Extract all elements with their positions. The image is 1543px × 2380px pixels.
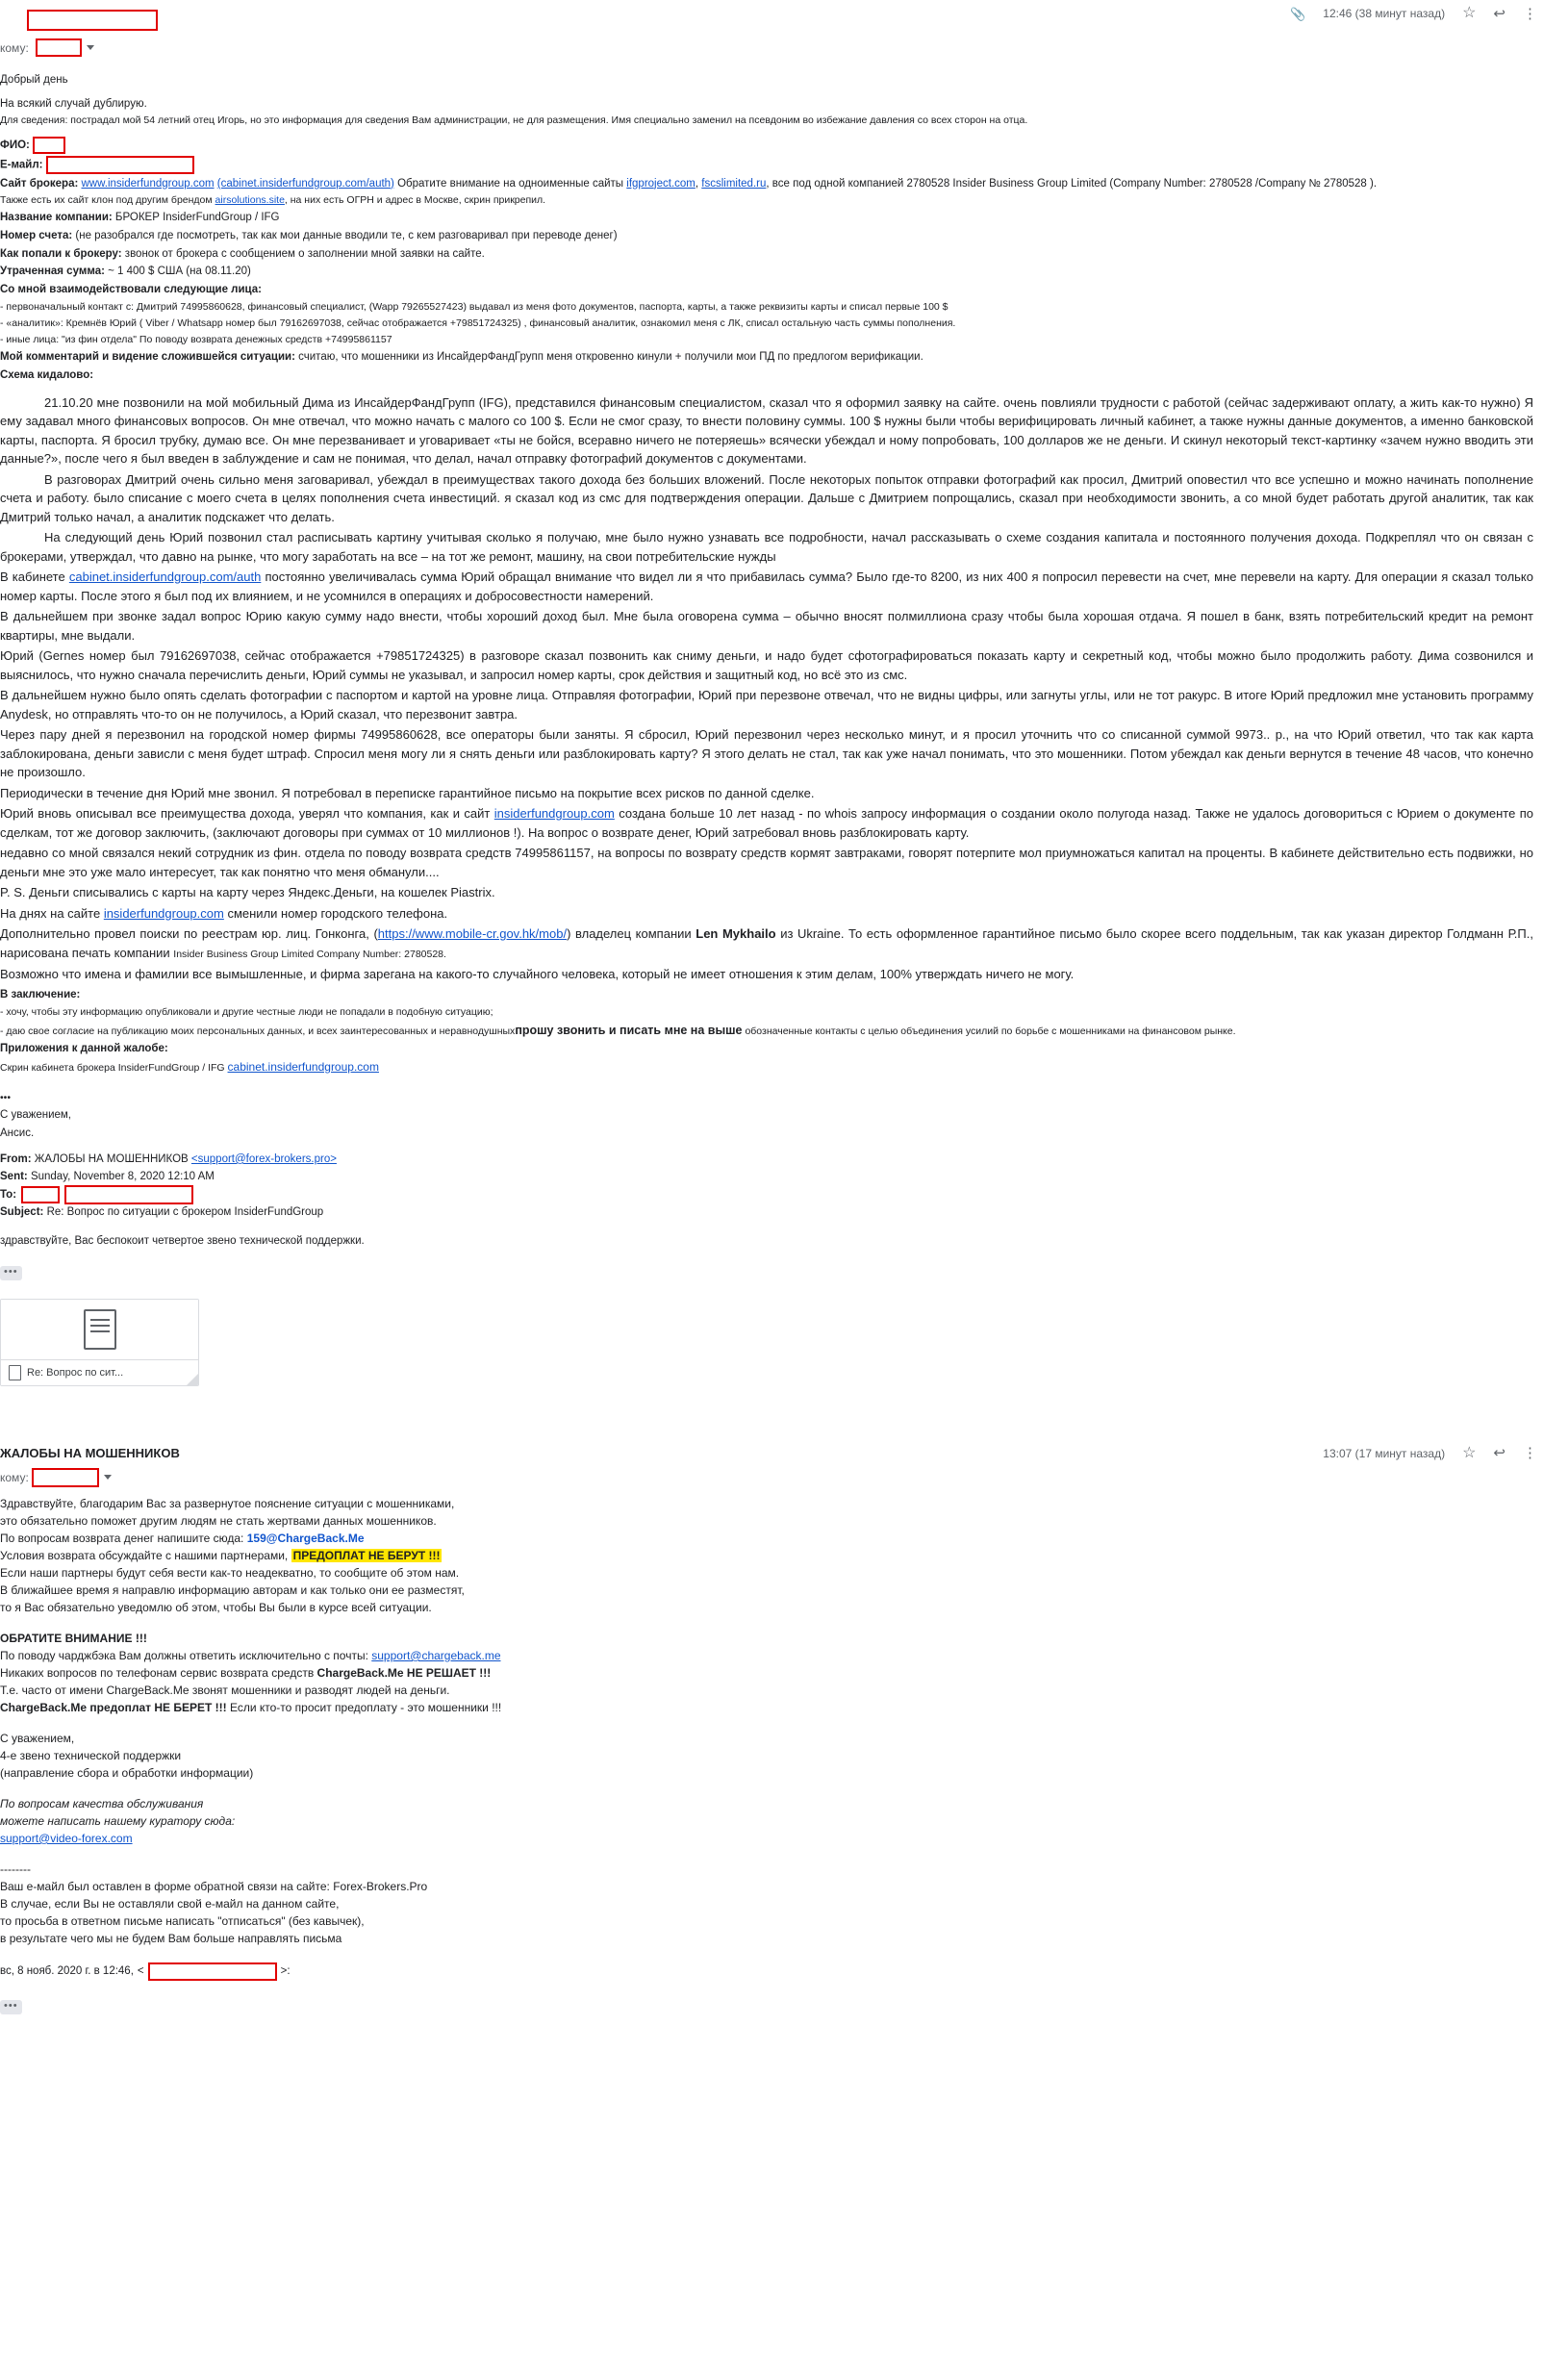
quote-sent-line	[0, 1169, 1543, 1186]
insiderfundgroup-link-1[interactable]: insiderfundgroup.com	[493, 806, 615, 822]
conclusion-item-2	[0, 1022, 1543, 1039]
story-paragraph-3: На следующий день Юрий позвонил стал расписывать картину учитывая сколько я получаю, мне было нужно узнавать все подробности, начал рассказывать о схеме создания капитала и постоянного получения дохода. Подкреплял что он связан с брокерами, утверждал, что давно на рынке, что могу заработать на все – на тот же ремонт, машину, на свои потребительские нужды	[0, 530, 1533, 564]
story-paragraph-11: недавно со мной связался некий сотрудник из фин. отдела по поводу возврата средств 74995861157, на вопросы по возврату средств кормят завтраками, говорят потерпите мол приумножаться капитал на проценты. В кабинете действительно есть подвижки, но деньги мне это уже мало интересует, так как понятно что меня обманули....	[0, 846, 1533, 879]
story-paragraph-9: Периодически в течение дня Юрий мне звонил. Я потребовал в переписке гарантийное письмо на покрытие всех рисков по данной сделке.	[0, 785, 815, 800]
field-opinion: Мой комментарий и видение сложившейся ситуации: считаю, что мошенники из ИнсайдерФандГрупп меня откровенно кинули + получили мои ПД по предлогом верификации.	[0, 351, 923, 364]
reply-icon[interactable]: ↩	[1493, 1445, 1505, 1462]
m2-line-4: В ближайшее время я направлю информацию авторам и как только они ее разместят,	[0, 1582, 465, 1597]
scheme-label: Схема кидалово:	[0, 369, 94, 382]
quote-from-value: ЖАЛОБЫ НА МОШЕННИКОВ	[34, 1152, 189, 1165]
broker-site-tail: , все под одной компанией 2780528 Insider Business Group Limited (Company Number: 2780528 /Company № 2780528 ).	[766, 177, 1378, 190]
message-2-body	[0, 1495, 1543, 1947]
reply-line-redaction	[148, 1962, 277, 1981]
m2-line-3: Если наши партнеры будут себя вести как-то неадекватно, то сообщите об этом нам.	[0, 1565, 460, 1580]
para13-mid: ) владелец компании	[567, 926, 696, 942]
intro-line-1: На всякий случай дублирую.	[0, 97, 147, 110]
ellipsis-marker-2[interactable]	[0, 1264, 1543, 1281]
attachment-footer	[1, 1359, 198, 1385]
m2-quality-1: По вопросам качества обслуживания	[0, 1796, 204, 1810]
story-paragraph-14: Возможно что имена и фамилии все вымышленные, и фирма зарегана на какого-то случайного человека, который не имеет отношения к этим делам, 100% утверждать ничего не могу.	[0, 966, 1075, 981]
m2-refund-pre: По вопросам возврата денег напишите сюда:	[0, 1531, 247, 1545]
para13-small: Insider	[173, 948, 204, 960]
quoted-reply-line: вс, 8 нояб. 2020 г. в 12:46, < >:	[0, 1962, 1543, 1981]
attachment-card[interactable]	[0, 1299, 199, 1386]
quote-from-line	[0, 1152, 1543, 1169]
message-2-recipient-line	[0, 1468, 1543, 1487]
field-company: Название компании: БРОКЕР InsiderFundGroup / IFG	[0, 212, 280, 224]
attention-heading: ОБРАТИТЕ ВНИМАНИЕ !!!	[0, 1631, 147, 1645]
story-paragraph-4: В кабинете cabinet.insiderfundgroup.com/auth постоянно увеличивалась сумма Юрий обращал внимание что видел ли я что прибавилась сумма? Было где-то 8200, из них 400 я попросил перевести на счет, мне перевели на карту. Для операции я сказал только номер карты. После этого я был под их влиянием, и не усомнился в операциях и добросовестности намерений.	[0, 570, 1534, 603]
conclusion-bold: прошу звонить и писать мне на выше	[515, 1023, 743, 1037]
field-how: Как попали к брокеру: звонок от брокера с сообщением о заполнении мной заявки на сайте.	[0, 247, 485, 260]
lost-value: ~ 1 400 $ США (на 08.11.20)	[108, 266, 251, 278]
m2-sign-3: (направление сбора и обработки информации)	[0, 1765, 254, 1780]
quote-to-redaction-2	[64, 1185, 193, 1204]
greeting: Добрый день	[0, 74, 68, 86]
quote-from-email[interactable]: <support@forex-brokers.pro>	[190, 1152, 337, 1165]
person-3: - иные лица: "из фин отдела" По поводу возврата денежных средств +74995861157	[0, 334, 392, 346]
quote-greeting: здравствуйте, Вас беспокоит четвертое звено технической поддержки.	[0, 1235, 365, 1248]
m2-prepay-line	[0, 1699, 1543, 1716]
message-2-actions	[1323, 1446, 1537, 1461]
document-icon-small	[9, 1365, 21, 1380]
message-2-sender: ЖАЛОБЫ НА МОШЕННИКОВ	[0, 1445, 180, 1460]
quote-to-redaction-1	[21, 1186, 60, 1203]
more-options-icon[interactable]: ⋮	[1523, 1445, 1537, 1462]
clone-site-link[interactable]: airsolutions.site	[215, 194, 285, 207]
recipient-redaction	[36, 38, 82, 57]
m2-line-5: то я Вас обязательно уведомлю об этом, чтобы Вы были в курсе всей ситуации.	[0, 1600, 432, 1614]
field-account: Номер счета: (не разобрался где посмотреть, так как мои данные вводили те, с кем разговаривал при переводе денег)	[0, 230, 618, 242]
attachment-name: Re: Вопрос по сит...	[27, 1366, 124, 1379]
reply-icon[interactable]: ↩	[1493, 5, 1505, 22]
story-paragraph-13	[0, 924, 1543, 962]
m2-footer-4: в результате чего мы не будем Вам больше направлять письма	[0, 1931, 342, 1945]
fio-redaction	[33, 137, 65, 154]
conclusion-item-1: - хочу, чтобы эту информацию опубликовали и другие честные люди не попадали в подобную ситуацию;	[0, 1005, 493, 1018]
para13-pre: Дополнительно провел поиски по реестрам юр. лиц. Гонконга, (	[0, 926, 378, 942]
clone-sites-text: Также есть их сайт клон под другим брендом	[0, 194, 213, 207]
m2-footer-2: В случае, если Вы не оставляли свой е-майл на данном сайте,	[0, 1896, 340, 1911]
refund-contact: 159@ChargeBack.Me	[246, 1531, 365, 1545]
story-paragraph-12	[0, 904, 1543, 924]
intro-line-2: Для сведения: пострадал мой 54 летний отец Игорь, но это информация для сведения Вам администрации, не для размещения. Имя специально заменил на псевдоним во избежание давления со всех сторон на отца.	[0, 114, 1028, 127]
reply-line-post: >:	[280, 1965, 291, 1978]
hk-registry-link[interactable]: https://www.mobile-cr.gov.hk/mob/	[377, 926, 568, 942]
m2-divider: --------	[0, 1861, 31, 1876]
story-paragraph-6: Юрий (Gernes номер был 79162697038, сейчас отображается +79851724325) в разговоре сказал позвонить как сниму деньги, и надо будет сфотографироваться показать карту и секретный код, чтобы можно было продолжить работу. Дима созвонился и выяснилось, что нужно сначала перечислить деньги, Юрий суммы не указывал, и запросил номер карты, срок действия и защитный код, но всё это из смс.	[0, 648, 1533, 682]
broker-site-link-2[interactable]: (cabinet.insiderfundgroup.com/auth)	[216, 177, 394, 190]
curator-email[interactable]: support@video-forex.com	[0, 1831, 133, 1845]
quote-sent-label: Sent:	[0, 1170, 28, 1182]
ellipsis-marker-3[interactable]	[0, 1996, 1543, 2014]
quoted-message-header	[0, 1152, 1543, 1281]
m2-noq-bold: ChargeBack.Me НЕ РЕШАЕТ !!!	[316, 1665, 492, 1680]
field-broker-site: Сайт брокера: www.insiderfundgroup.com (cabinet.insiderfundgroup.com/auth) Обратите внимание на одноименные сайты ifgproject.com, fscslimited.ru, все под одной компанией 2780528 Insider Business Group Limited (Company Number: 2780528 /Company № 2780528 ).	[0, 177, 1378, 190]
insiderfundgroup-link-2[interactable]: insiderfundgroup.com	[103, 905, 224, 921]
m2-no-questions-line	[0, 1664, 1543, 1682]
attachment-thumbnail	[1, 1300, 198, 1359]
broker-site-link-4[interactable]: fscslimited.ru	[701, 177, 767, 190]
message-body	[0, 72, 1543, 1142]
story-paragraph-5: В дальнейшем при звонке задал вопрос Юрию какую сумму надо внести, чтобы хороший доход был. Мне была оговорена сумма – обычно вносят полмиллиона сразу чтобы была хорошая отдача. Я пошел в банк, взять потребительский кредит на ремонт квартиры, мне выдали.	[0, 609, 1533, 643]
quote-sent-value: Sunday, November 8, 2020 12:10 AM	[30, 1170, 215, 1182]
para13-mid2: из Ukraine. То есть оформленное гарантийное письмо было скорее всего поддельным, так как указан директор Голдманн Р.П., нарисована печать компании	[0, 926, 1533, 960]
message-header-actions	[1290, 6, 1537, 21]
person-2: - «аналитик»: Кремнёв Юрий ( Viber / Whatsapp номер был 79162697038, сейчас отображается +79851724325) , финансовый аналитик, ознакомил меня с ЛК, списал остальную часть суммы пополнения.	[0, 317, 956, 330]
m2-terms-pre: Условия возврата обсуждайте с нашими партнерами,	[0, 1548, 291, 1562]
star-icon[interactable]: ☆	[1462, 5, 1477, 21]
to-label: кому:	[0, 40, 29, 55]
clone-sites-tail: , на них есть ОГРН и адрес в Москве, скрин прикрепил.	[284, 194, 546, 207]
quote-subject-line	[0, 1204, 1543, 1222]
broker-site-link-3[interactable]: ifgproject.com	[626, 177, 696, 190]
quote-to-label: To:	[0, 1188, 17, 1201]
attachments-text	[0, 1059, 1543, 1076]
account-value: (не разобрался где посмотреть, так как мои данные вводили те, с кем разговаривал при переводе денег)	[75, 230, 618, 242]
sender-name-redaction	[27, 10, 158, 31]
para13-tail: Business Group Limited Company Number: 2780528.	[203, 948, 446, 960]
attachment-icon: 📎	[1290, 6, 1306, 21]
m2-quality-mail	[0, 1830, 1543, 1847]
m2-prepay-tail: Если кто-то просит предоплату - это мошенники !!!	[226, 1700, 502, 1714]
m2-prepay-bold: ChargeBack.Me предоплат НЕ БЕРЕТ !!!	[0, 1700, 227, 1714]
conclusion-item-2-text: - даю свое согласие на публикацию моих персональных данных, и всех заинтересованных и неравнодушных	[0, 1025, 516, 1037]
m2-footer-3: то просьба в ответном письме написать "отписаться" (без кавычек),	[0, 1913, 365, 1928]
m2-often-line: Т.е. часто от имени ChargeBack.Me звонят мошенники и разводят людей на деньги.	[0, 1683, 450, 1697]
clone-sites-line	[0, 193, 1543, 208]
message-2	[0, 1442, 1543, 2038]
cabinet-screenshot-link[interactable]: cabinet.insiderfundgroup.com	[227, 1059, 379, 1074]
story-paragraph-2: В разговорах Дмитрий очень сильно меня заговаривал, убеждал в преимуществах такого дохода без больших вложений. После некоторых попыток отправки фотографий как просил, Дмитрий оповестил что все успешно и можно начинать пополнение счета и работу. было списание с моего счета в целях пополнения счета инвестиций. я сказал код из смс для подтверждения операции. Дальше с Дмитрием попрощались, сказал при необходимости звонить, а со мной будет работать другой аналитик, так как Дмитрий только начал, а аналитик подскажет что делать.	[0, 471, 1533, 524]
document-icon	[84, 1309, 116, 1350]
m2-sign-2: 4-е звено технической поддержки	[0, 1748, 182, 1762]
quote-subject-value: Re: Вопрос по ситуации с брокером InsiderFundGroup	[46, 1206, 324, 1219]
recipient-line	[0, 38, 1543, 57]
broker-site-note: Обратите внимание на одноименные сайты	[397, 177, 624, 190]
ellipsis-marker-1: •••	[0, 1092, 12, 1104]
signoff-line-1: С уважением,	[0, 1109, 71, 1122]
field-email: Е-майл:	[0, 156, 1543, 174]
conclusion-label: В заключение:	[0, 989, 81, 1001]
person-1: - первоначальный контакт с: Дмитрий 74995860628, финансовый специалист, (Wapp 79265527423) выдавал из меня фото документов, паспорта, карты, а также реквизиты карты и списал первые 100 $	[0, 300, 949, 313]
quote-to-line	[0, 1185, 1543, 1204]
para10-pre: Юрий вновь описывал все преимущества дохода, уверял что компания, как и сайт	[0, 806, 494, 822]
signoff-line-2: Ансис.	[0, 1127, 35, 1140]
to-label: кому:	[0, 1470, 29, 1484]
story-paragraph-8: Через пару дней я перезвонил на городской номер фирмы 74995860628, все операторы были заняты. Я сбросил, Юрий перезвонил через несколько минут, и я просил уточнить что со списанной суммой 9973.. р., на что Юрий ответил, что так как карта заблокирована, деньги зависли с меня будет штраф. Спросил меня могу ли я снять деньги или разблокировать карту? Я этого делать не стал, так как уже начал понимать, что это мошенники. Потом убеждал как деньги вернутся в течение 48 часов, что конечно не произошло.	[0, 727, 1533, 780]
m2-footer-1: Ваш е-майл был оставлен в форме обратной связи на сайте: Forex-Brokers.Pro	[0, 1879, 428, 1893]
persons-label: Со мной взаимодействовали следующие лица:	[0, 284, 262, 296]
story-paragraph-1: 21.10.20 мне позвонили на мой мобильный Дима из ИнсайдерФандГрупп (IFG), представился финансовым специалистом, сказал что я оформил заявку на сайте. очень повлияли трудности с работой (сейчас задерживают оплату, а жить как-то нужно) Я ему задавал много финансовых вопросов. Он мне отвечал, что можно начать с малого со 100 $. Если не смог сразу, то внести половину суммы. 100 $ нужны были чтобы верифицировать личный кабинет, а также нужны данные документов, а именно банковской карты, паспорта. Я бросил трубку, думаю все. Он мне перезванивает и уговаривает «ты не бойся, всеравно ничего не потеряешь» всячески убеждал и ному попробовать, 100 долларов же не деньги. И скинул некоторый текст-картинку «зачем нужно вводить эти данные?», после чего я был введен в заблуждение и сам не понимая, что делал, начал отправку фотографий документов с документами.	[0, 394, 1533, 467]
reply-line-pre: вс, 8 нояб. 2020 г. в 12:46,	[0, 1965, 134, 1978]
message-timestamp: 12:46 (38 минут назад)	[1323, 7, 1446, 20]
message-2-timestamp: 13:07 (17 минут назад)	[1323, 1446, 1446, 1460]
email-redaction	[46, 156, 194, 174]
corner-fold-decoration	[187, 1374, 198, 1385]
m2-chargeback-pre: По поводу чарджбэка Вам должны ответить исключительно с почты:	[0, 1648, 372, 1662]
m2-terms-line	[0, 1547, 1543, 1564]
no-prepay-highlight: ПРЕДОПЛАТ НЕ БЕРУТ !!!	[292, 1548, 441, 1562]
chevron-down-icon[interactable]	[104, 1475, 112, 1480]
story-paragraph-7: В дальнейшем нужно было опять сделать фотографии с паспортом и картой на уровне лица. Отправляя фотографии, Юрий при перезвоне отвечал, что не видны цифры, или загнуты углы, или не тот ракурс. В итоге Юрий предложил мне установить программу Anydesk, но отправлять что-то он не получилось, а Юрий сказал, что перезвонит завтра.	[0, 688, 1533, 722]
broker-site-link-1[interactable]: www.insiderfundgroup.com	[81, 177, 215, 190]
owner-name: Len Mykhailo	[696, 926, 776, 942]
more-options-icon[interactable]: ⋮	[1523, 5, 1537, 22]
quote-from-label: From:	[0, 1152, 32, 1165]
show-trimmed-content-button-2[interactable]: •••	[0, 2000, 22, 2014]
how-value: звонок от брокера с сообщением о заполнении мной заявки на сайте.	[124, 247, 485, 260]
m2-line-2: это обязательно поможет другим людям не стать жертвами данных мошенников.	[0, 1513, 437, 1528]
para10-post: создана больше 10 лет назад - по whois запросу информация о создании около полугода назад. Также не удалось договориться с Юрием о документе по сделкам, тот же договор заключить, (заключают договоры при суммах от 10 миллионов !). На вопрос о возврате денег, Юрий затребовал вновь разблокировать карту.	[0, 806, 1534, 840]
attachments-label: Приложения к данной жалобе:	[0, 1043, 168, 1055]
opinion-value: считаю, что мошенники из ИнсайдерФандГрупп меня откровенно кинули + получили мои ПД по предлогом верификации.	[298, 351, 923, 364]
chevron-down-icon[interactable]	[87, 45, 94, 50]
m2-noq-pre: Никаких вопросов по телефонам сервис возврата средств	[0, 1665, 317, 1680]
chargeback-support-email[interactable]: support@chargeback.me	[371, 1648, 501, 1662]
conclusion-tail: обозначенные контакты с целью объединения усилий по борьбе с мошенниками на финансовом рынке.	[745, 1025, 1236, 1037]
story-paragraph-10	[0, 804, 1543, 842]
company-value: БРОКЕР InsiderFundGroup / IFG	[114, 212, 280, 224]
message-header	[0, 0, 1543, 57]
m2-line-1: Здравствуйте, благодарим Вас за развернутое пояснение ситуации с мошенниками,	[0, 1496, 455, 1510]
m2-quality-2: можете написать нашему куратору сюда:	[0, 1813, 236, 1828]
field-lost: Утраченная сумма: ~ 1 400 $ США (на 08.11.20)	[0, 266, 251, 278]
attachments-desc: Скрин кабинета брокера InsiderFundGroup / IFG	[0, 1061, 225, 1074]
star-icon[interactable]: ☆	[1462, 1444, 1477, 1461]
m2-refund-line	[0, 1530, 1543, 1547]
m2-chargeback-line	[0, 1647, 1543, 1664]
m2-sign-1: С уважением,	[0, 1731, 75, 1745]
show-trimmed-content-button[interactable]: •••	[0, 1266, 22, 1280]
story-paragraph-ps: P. S. Деньги списывались с карты на карту через Яндекс.Деньги, на кошелек Piastrix.	[0, 885, 495, 900]
quote-subject-label: Subject:	[0, 1206, 44, 1219]
cabinet-link[interactable]: cabinet.insiderfundgroup.com/auth	[68, 570, 262, 585]
field-fio: ФИО:	[0, 137, 1543, 154]
para12-post: сменили номер городского телефона.	[223, 905, 448, 921]
message-2-recipient-redaction	[32, 1468, 99, 1487]
para12-pre: На днях на сайте	[0, 905, 104, 921]
